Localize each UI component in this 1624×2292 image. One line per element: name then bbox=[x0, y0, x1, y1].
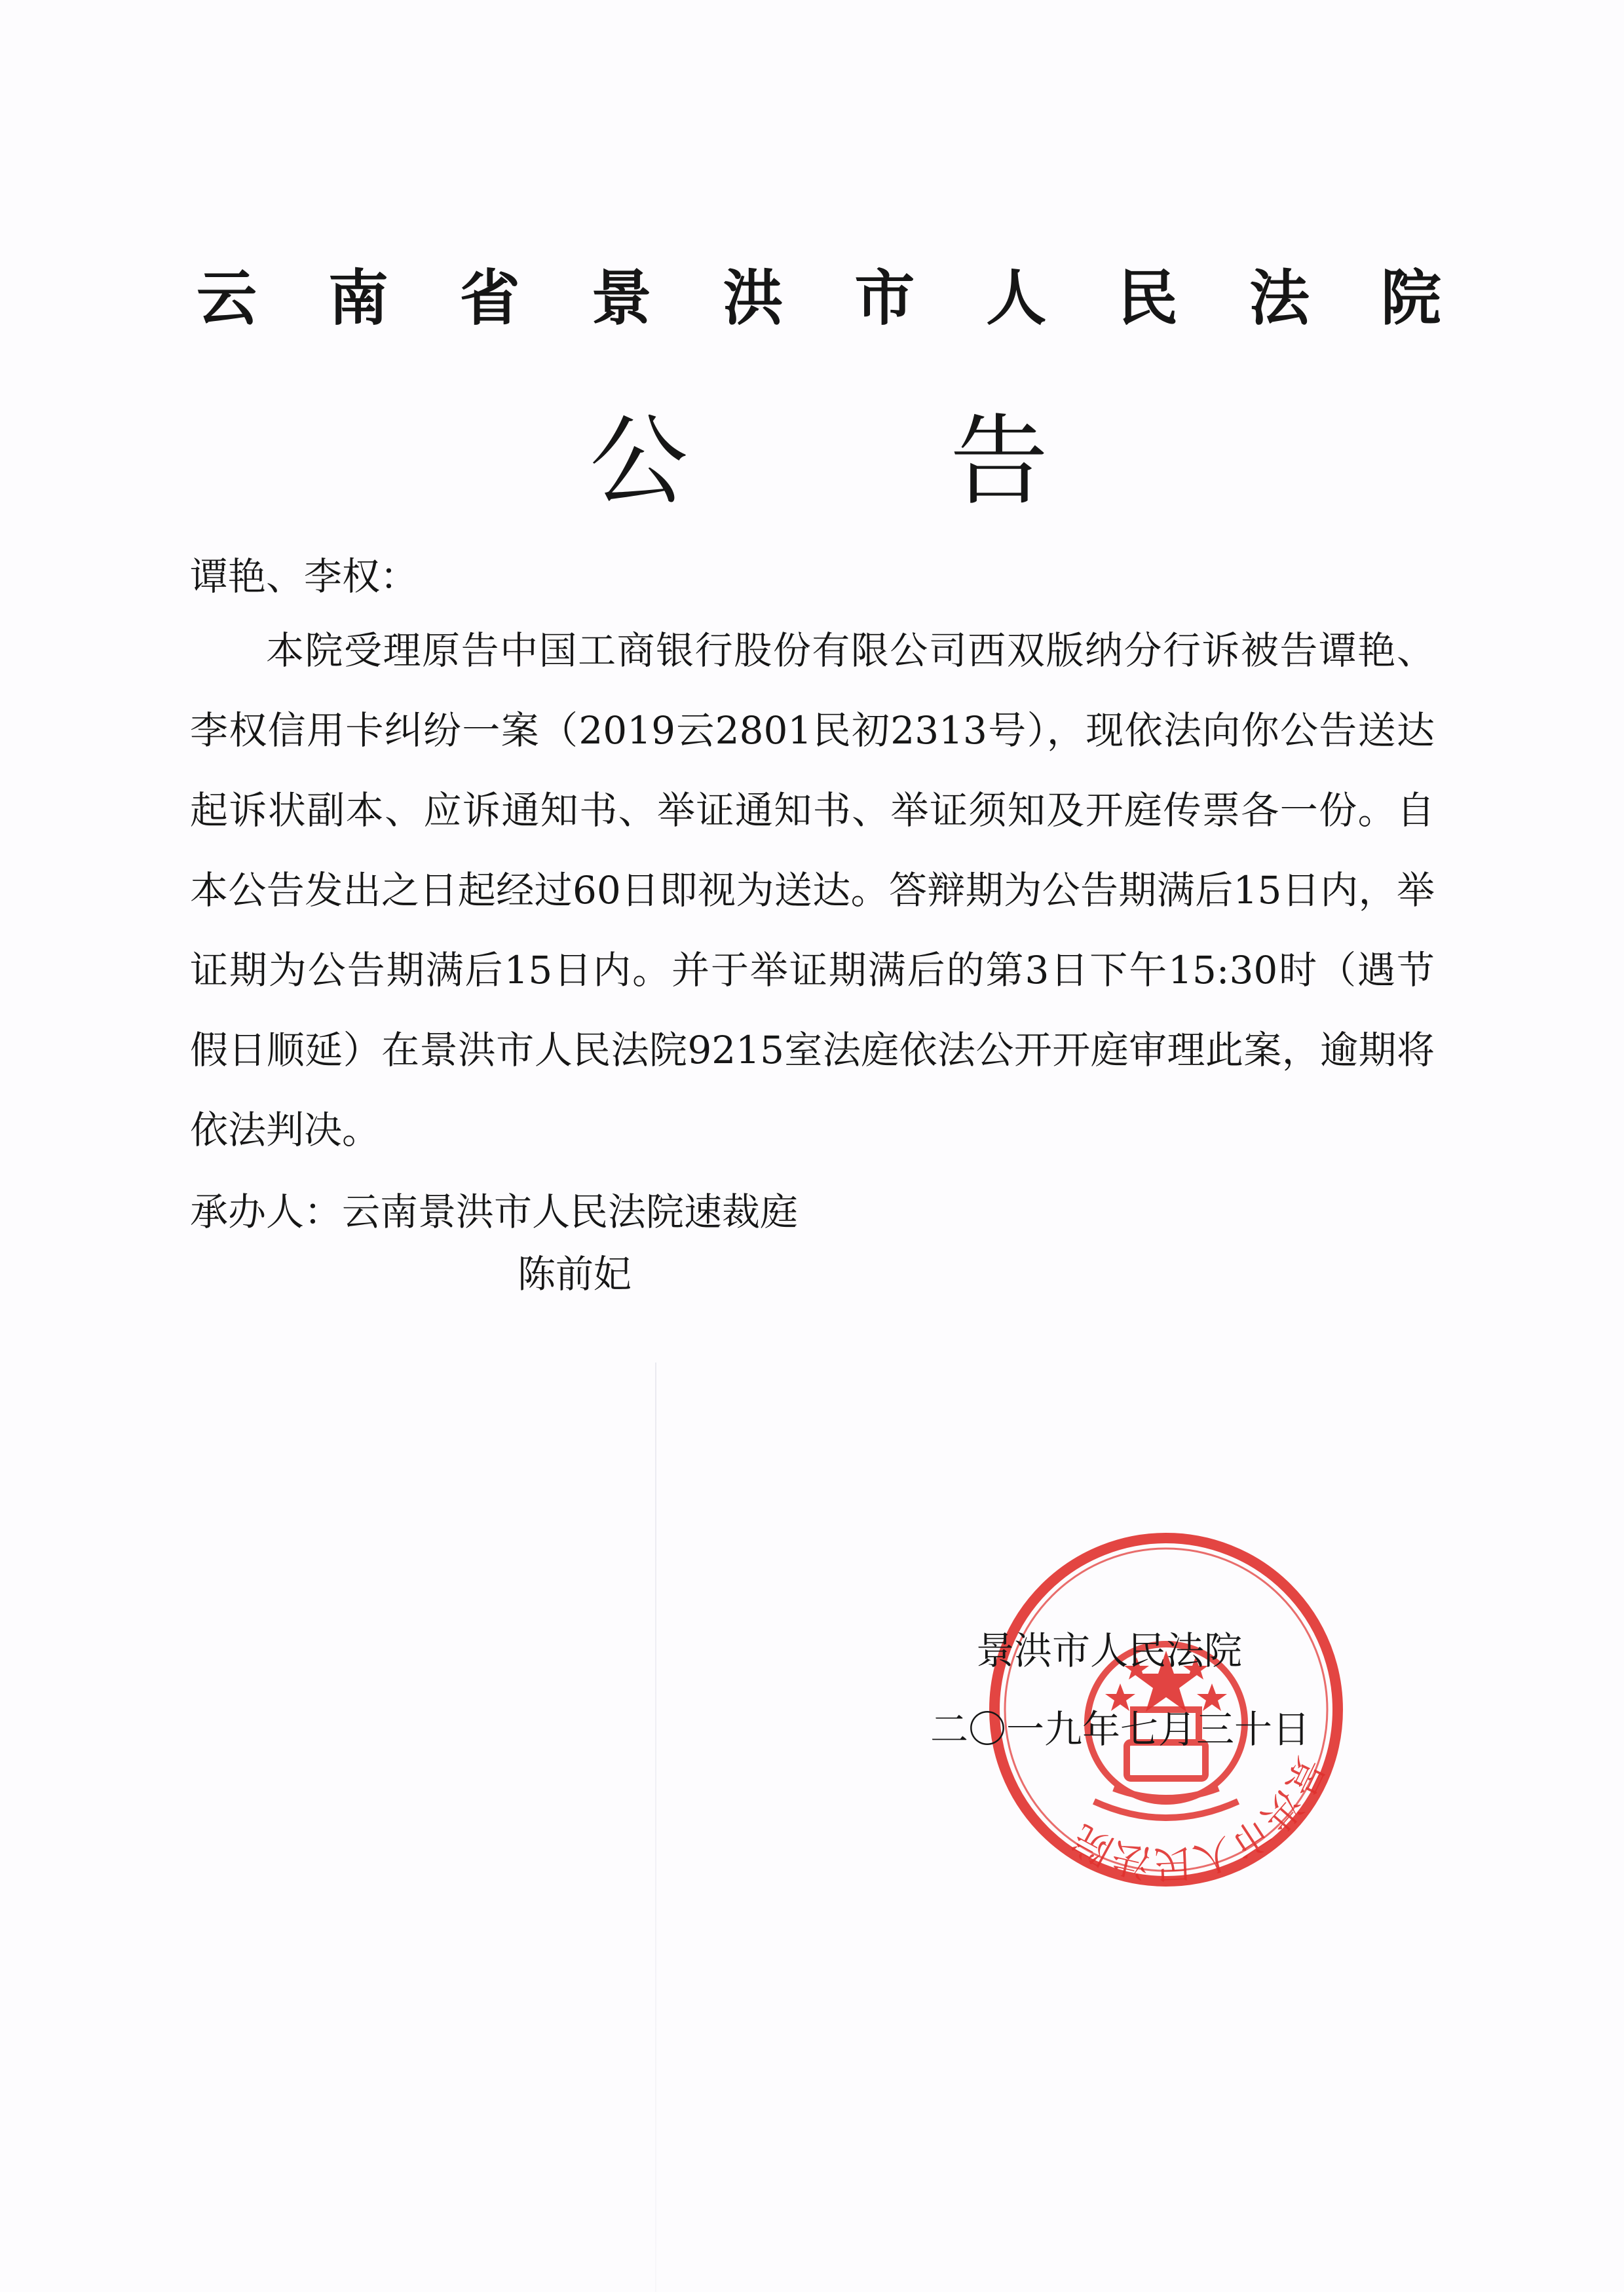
seal-text: 景洪市人民法院 bbox=[1065, 1750, 1333, 1887]
court-title-char: 景 bbox=[591, 263, 652, 333]
fold-line bbox=[655, 1362, 656, 2292]
court-title bbox=[197, 262, 1441, 334]
court-title-char: 云 bbox=[197, 263, 257, 333]
handler-name: 陈前妃 bbox=[518, 1252, 632, 1296]
court-title-char: 南 bbox=[328, 263, 388, 333]
notice-title-char: 告 bbox=[949, 405, 1048, 519]
court-title-char: 市 bbox=[854, 263, 915, 333]
notice-title-char: 公 bbox=[590, 405, 689, 519]
court-title-char: 省 bbox=[459, 263, 520, 333]
handler-line: 承办人：云南景洪市人民法院速裁庭 bbox=[190, 1190, 799, 1234]
notice-body: 本院受理原告中国工商银行股份有限公司西双版纳分行诉被告谭艳、李权信用卡纠纷一案（2019云2801民初2313号），现依法向你公告送达起诉状副本、应诉通知书、举证通知书、举证须知及开庭传票各一份。自本公告发出之日起经过60日即视为送达。答辩期为公告期满后15日内，举证期为公告期满后15日内。并于举证期满后的第3日下午15:30时（遇节假日顺延）在景洪市人民法院9215室法庭依法公开开庭审理此案，逾期将依法判决。 bbox=[190, 628, 1435, 1152]
signature-court: 景洪市人民法院 bbox=[976, 1628, 1243, 1673]
court-title-char: 洪 bbox=[723, 263, 784, 333]
notice-title bbox=[590, 406, 1048, 517]
signature-date: 二〇一九年七月三十日 bbox=[930, 1707, 1311, 1752]
court-title-char: 人 bbox=[986, 263, 1047, 333]
court-title-char: 民 bbox=[1118, 263, 1179, 333]
court-title-char: 院 bbox=[1380, 263, 1441, 333]
addressee: 谭艳、李权： bbox=[190, 554, 419, 599]
court-title-char: 法 bbox=[1249, 263, 1310, 333]
